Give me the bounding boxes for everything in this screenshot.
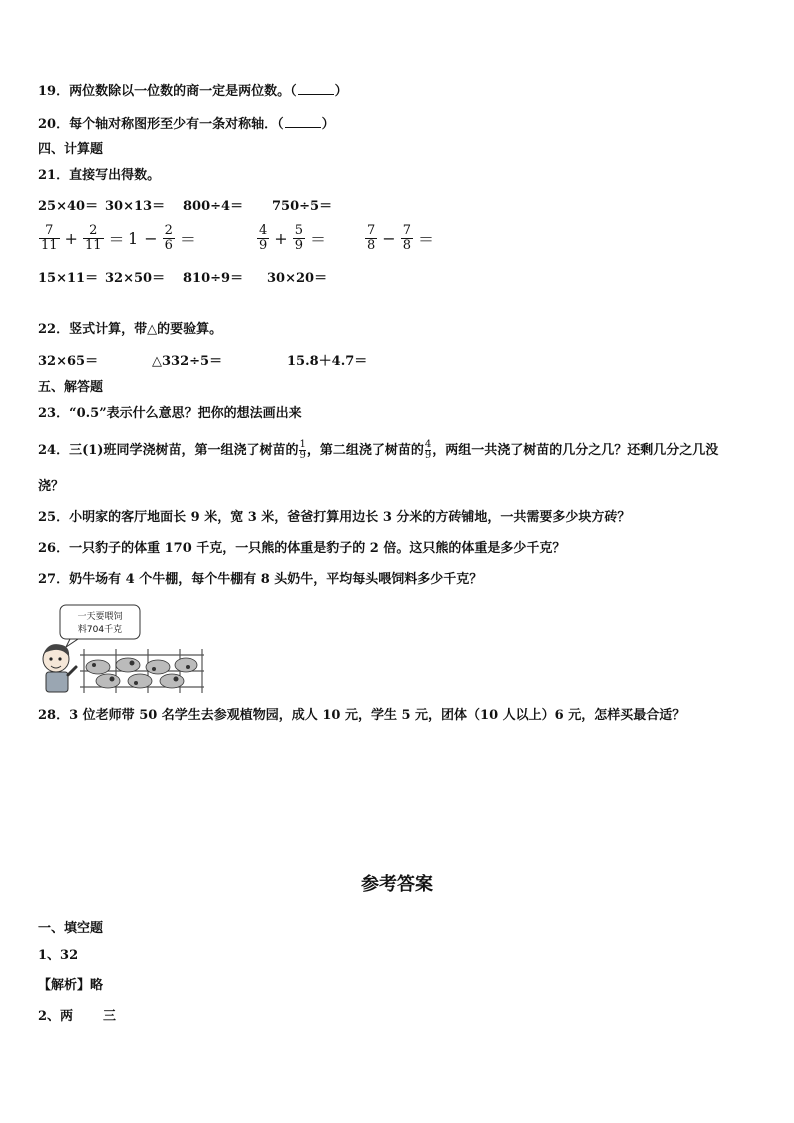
answer-1: 1、32 (38, 948, 79, 963)
question-text: 小明家的客厅地面长 9 米，宽 3 米，爸爸打算用边长 3 分米的方砖铺地，一共需要多少块方砖？ (69, 510, 631, 525)
bubble-line-2: 料704千克 (77, 625, 123, 635)
fraction-calc-item: $\frac{7}{11}$ + $\frac{2}{11}$ ＝ (41, 223, 125, 253)
question-text: 两位数除以一位数的商一定是两位数。（ (69, 84, 297, 99)
question-text: 竖式计算，带△的要验算。 (69, 322, 223, 337)
question-20: 20．每个轴对称图形至少有一条对称轴．（ ） (38, 117, 335, 132)
question-26 (38, 540, 565, 558)
calc-item: 15×11＝ (38, 271, 99, 286)
calc-item: 25×40＝ (38, 199, 99, 214)
boy-figure (43, 644, 76, 692)
fraction-calc-item: $\frac{4}{9}$ + $\frac{5}{9}$ ＝ (259, 223, 326, 253)
question-27 (38, 571, 482, 589)
question-number: 25． (38, 510, 70, 525)
fraction: $\frac{2}{11}$ (84, 223, 102, 253)
question-number: 20． (38, 117, 70, 132)
fraction: $\frac{4}{9}$ (424, 439, 432, 461)
fraction: $\frac{7}{8}$ (367, 223, 376, 253)
question-21 (38, 167, 160, 185)
question-24-continuation: 浇？ (38, 479, 65, 494)
answers-section-1: 一、填空题 (38, 921, 104, 936)
fraction: $\frac{4}{9}$ (259, 223, 268, 253)
section-heading-4: 四、计算题 (38, 142, 104, 157)
fraction: $\frac{7}{8}$ (402, 223, 411, 253)
question-23 (38, 405, 302, 423)
fraction: $\frac{7}{11}$ (41, 223, 58, 253)
question-number: 21． (38, 168, 70, 183)
fraction-calc-item: $\frac{7}{8}$ − $\frac{7}{8}$ ＝ (367, 223, 434, 253)
question-28 (38, 707, 685, 725)
answer-blank[interactable] (285, 115, 321, 128)
question-text: 一只豹子的体重 170 千克，一只熊的体重是豹子的 2 倍。这只熊的体重是多少千克？ (69, 541, 566, 556)
fraction: $\frac{5}{9}$ (294, 223, 303, 253)
calc-item: 30×20＝ (267, 271, 328, 286)
calc-item: 32×50＝ (105, 271, 166, 286)
answer-1-analysis: 【解析】略 (38, 978, 104, 993)
bubble-line-1: 一天要喂饲 (77, 612, 123, 622)
question-number: 27． (38, 572, 70, 587)
question-number: 22． (38, 322, 70, 337)
question-number: 26． (38, 541, 70, 556)
fraction: $\frac{1}{9}$ (299, 439, 306, 461)
question-22 (38, 321, 222, 339)
calc-item: 810÷9＝ (183, 271, 244, 286)
section-heading-5: 五、解答题 (38, 380, 104, 395)
fraction-calc-item: 1 − $\frac{2}{6}$ ＝ (128, 223, 196, 253)
calc-item: 800÷4＝ (183, 199, 244, 214)
question-number: 24． (38, 443, 70, 458)
answer-2: 2、两 三 (38, 1009, 117, 1024)
question-24: 24．三(1)班同学浇树苗，第一组浇了树苗的 $\frac{1}{9}$ ，第二组浇了树苗的 $\frac{4}{9}$ ，两组一共浇了树苗的几分之几？还剩几分之几没 (38, 439, 719, 461)
question-number: 23． (38, 406, 70, 421)
boy-and-cows-illustration (36, 603, 206, 695)
fraction: $\frac{2}{6}$ (164, 223, 173, 253)
answers-title: 参考答案 (361, 874, 433, 895)
question-text: 每个轴对称图形至少有一条对称轴．（ (69, 117, 284, 132)
question-19: 19．两位数除以一位数的商一定是两位数。（ ） (38, 84, 348, 99)
calc-item: 30×13＝ (105, 199, 166, 214)
question-text: “0.5”表示什么意思？把你的想法画出来 (69, 406, 302, 421)
vertical-calc-item: 15.8＋4.7＝ (287, 354, 368, 369)
question-number: 28． (38, 708, 70, 723)
question-text: 奶牛场有 4 个牛棚，每个牛棚有 8 头奶牛，平均每头喂饲料多少千克？ (69, 572, 483, 587)
question-25 (38, 509, 630, 527)
vertical-calc-item: 32×65＝ (38, 354, 99, 369)
vertical-calc-item: △332÷5＝ (152, 354, 223, 369)
question-text: 直接写出得数。 (69, 168, 161, 183)
answer-blank[interactable] (298, 82, 334, 95)
question-number: 19． (38, 84, 70, 99)
calc-item: 750÷5＝ (272, 199, 333, 214)
question-text: 3 位老师带 50 名学生去参观植物园，成人 10 元，学生 5 元，团体（10 人以上）6 元，怎样买最合适？ (69, 708, 686, 723)
